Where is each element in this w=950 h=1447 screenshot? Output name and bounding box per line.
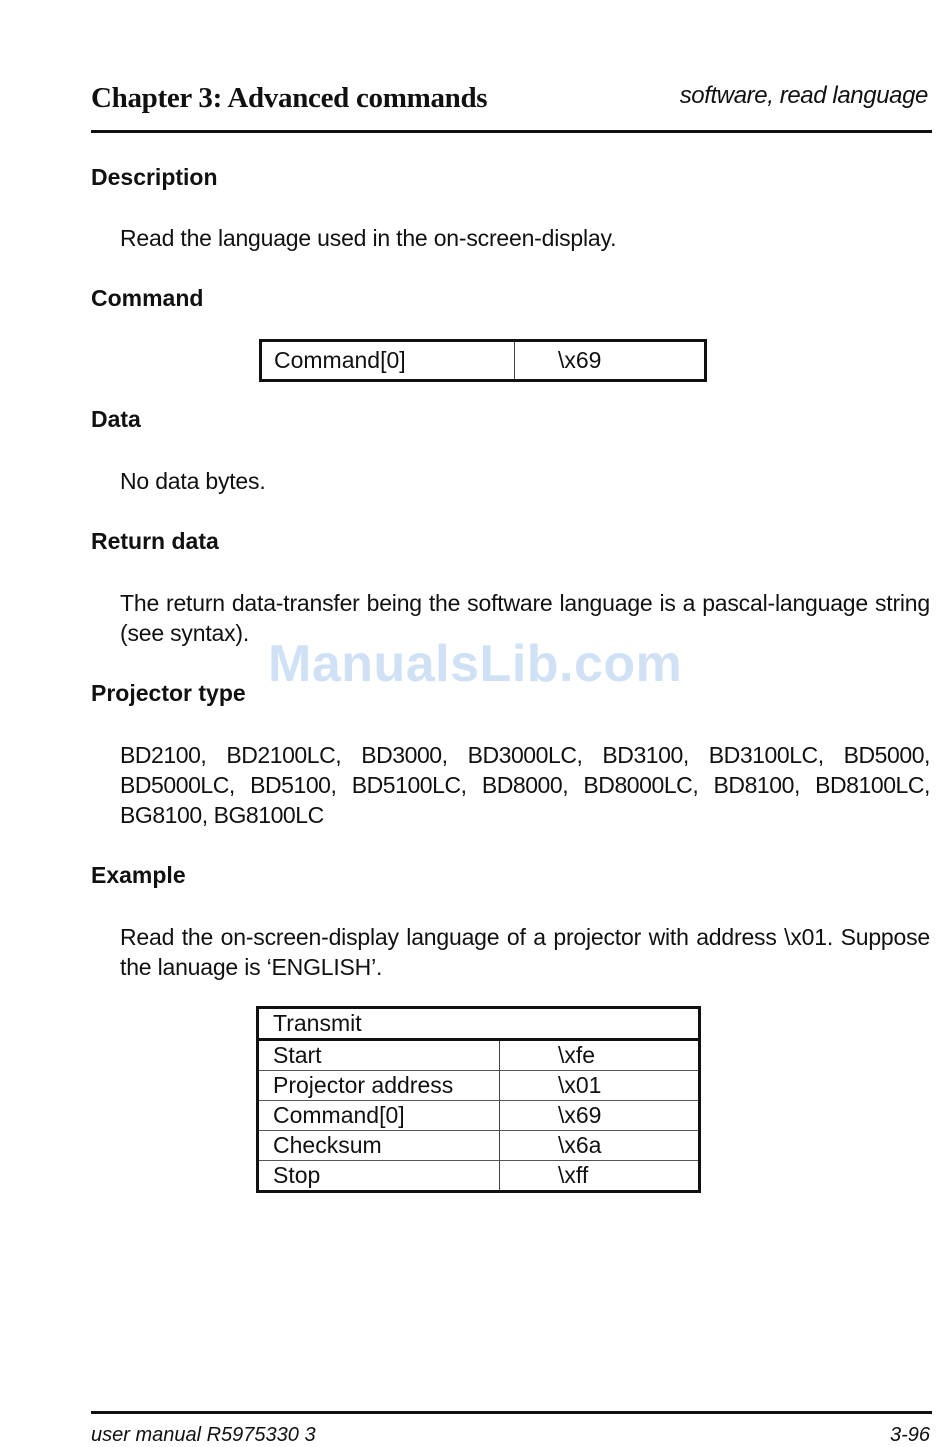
table-row [258, 1101, 700, 1131]
table-row [258, 1071, 700, 1101]
row-value: \x69 [500, 1101, 700, 1131]
footer-page-number: 3-96 [889, 1424, 930, 1446]
row-label: Start [258, 1040, 500, 1071]
running-head: software, read language [679, 82, 928, 109]
row-value: \x01 [500, 1071, 700, 1101]
projector-type-heading: Projector type [91, 680, 246, 706]
chapter-title: Chapter 3: Advanced commands [91, 82, 488, 114]
command-heading: Command [91, 285, 204, 311]
row-value: \xff [558, 1162, 589, 1188]
footer-left: user manual R5975330 3 [91, 1424, 316, 1446]
example-text: Read the on-screen-display language of a projector with address \x01. Suppose the lanuage is ‘ENGLISH’. [120, 924, 930, 980]
example-heading: Example [91, 862, 186, 888]
return-data-heading: Return data [91, 528, 219, 554]
command-value-cell: \x69 [558, 347, 602, 373]
table-row [258, 1131, 700, 1161]
watermark: ManualsLib.com [268, 635, 683, 693]
table-row [258, 1161, 700, 1192]
transmit-title-cell: Transmit [258, 1008, 700, 1040]
row-label: Checksum [258, 1131, 500, 1161]
command-label-cell: Command[0] [261, 341, 515, 381]
projector-type-text: BD2100, BD2100LC, BD3000, BD3000LC, BD3100, BD3100LC, BD5000, BD5000LC, BD5100, BD5100LC, BD8000, BD8000LC, BD8100, BD8100LC, BG8100, BG8100LC [120, 742, 930, 828]
data-text: No data bytes. [120, 468, 266, 494]
footer-rule [91, 1411, 932, 1414]
table-row [258, 1040, 700, 1071]
return-data-text: The return data-transfer being the software language is a pascal-language string (see syntax). [120, 590, 930, 646]
data-heading: Data [91, 406, 141, 432]
description-text: Read the language used in the on-screen-display. [120, 225, 617, 251]
row-label: Stop [258, 1161, 500, 1192]
transmit-table [256, 1006, 701, 1193]
header-rule [91, 130, 932, 133]
row-value: \x6a [500, 1131, 700, 1161]
row-value: \xfe [500, 1040, 700, 1071]
row-label: Projector address [258, 1071, 500, 1101]
command-table [259, 339, 707, 382]
description-heading: Description [91, 164, 218, 190]
row-label: Command[0] [258, 1101, 500, 1131]
